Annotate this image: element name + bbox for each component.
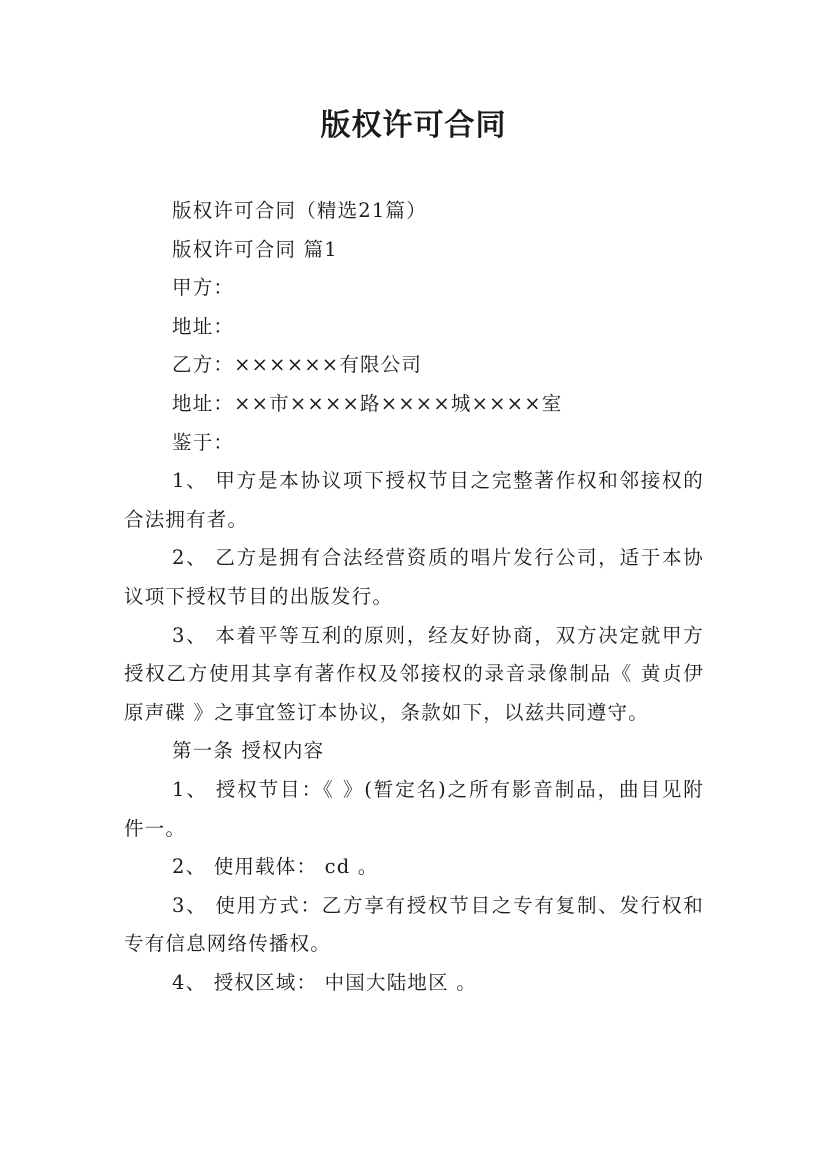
whereas-clause-2: 2、 乙方是拥有合法经营资质的唱片发行公司，适于本协议项下授权节目的出版发行。 bbox=[124, 546, 704, 608]
article-one-item-1: 1、 授权节目：《 》(暂定名)之所有影音制品，曲目见附件一。 bbox=[124, 777, 704, 840]
article-one-item-2: 2、 使用载体： cd 。 bbox=[172, 855, 379, 879]
whereas-clause-1: 1、 甲方是本协议项下授权节目之完整著作权和邻接权的合法拥有者。 bbox=[124, 469, 704, 531]
party-b-line: 乙方：××××××有限公司 bbox=[172, 353, 423, 377]
article-one-heading: 第一条 授权内容 bbox=[172, 739, 325, 763]
party-a-label: 甲方： bbox=[172, 276, 235, 300]
article-one-item-3: 3、 使用方式：乙方享有授权节目之专有复制、发行权和专有信息网络传播权。 bbox=[124, 893, 704, 956]
article-one-item-4: 4、 授权区域： 中国大陆地区 。 bbox=[172, 970, 477, 994]
party-b-address-line: 地址：××市××××路××××城××××室 bbox=[172, 391, 563, 415]
section-title: 版权许可合同 篇1 bbox=[172, 237, 338, 261]
document-body bbox=[124, 192, 704, 1002]
document-title: 版权许可合同 bbox=[320, 108, 507, 143]
whereas-clause-3: 3、 本着平等互利的原则，经友好协商，双方决定就甲方授权乙方使用其享有著作权及邻接权的录音录像制品《 黄贞伊原声碟 》之事宜签订本协议，条款如下，以兹共同遵守。 bbox=[124, 623, 704, 724]
subtitle: 版权许可合同（精选21篇） bbox=[172, 199, 427, 222]
whereas-label: 鉴于： bbox=[172, 430, 235, 454]
party-a-address-label: 地址： bbox=[172, 314, 235, 338]
